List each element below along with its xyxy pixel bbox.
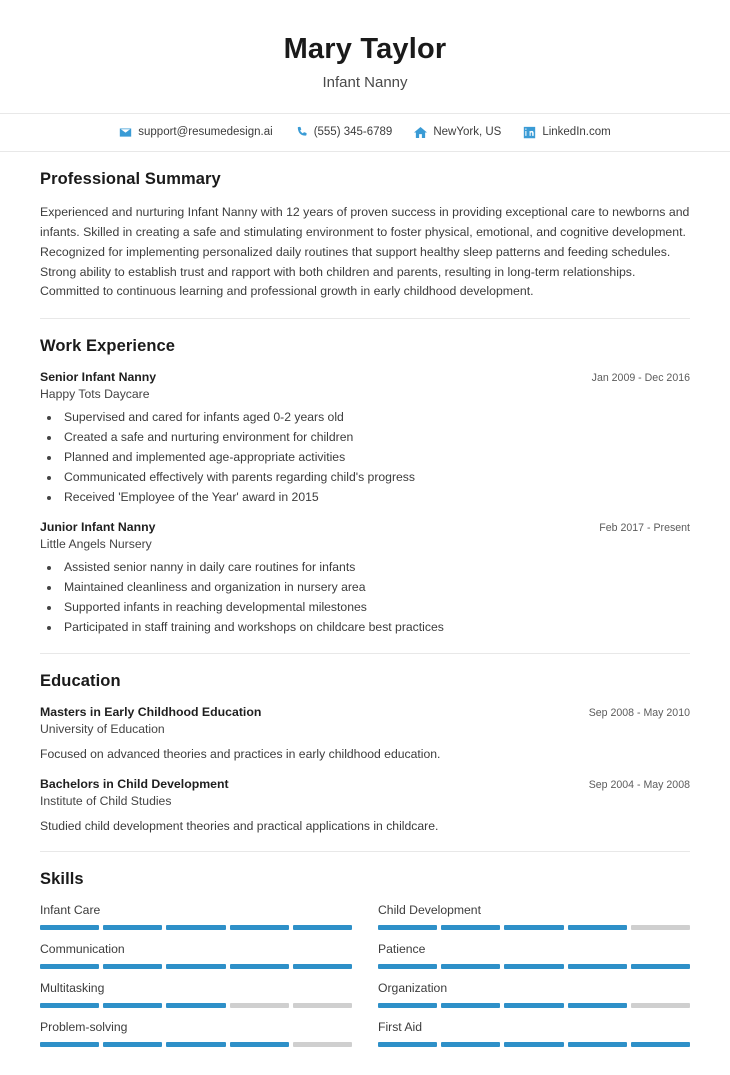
section-summary — [0, 152, 730, 319]
experience-bullet-list — [40, 408, 690, 507]
contact-linkedin-label: LinkedIn.com — [542, 126, 611, 139]
skill-item — [40, 942, 352, 981]
skill-name: Multitasking — [40, 981, 105, 996]
experience-bullet: • Supported infants in reaching developmental milestones — [61, 598, 690, 617]
skill-level-segment — [504, 1042, 563, 1047]
skill-level-segment — [568, 1003, 627, 1008]
contact-bar — [0, 114, 730, 151]
skill-level-segment — [378, 925, 437, 930]
contact-email-label: support@resumedesign.ai — [138, 126, 273, 139]
skill-level-segment — [103, 964, 162, 969]
skill-level-segment — [378, 964, 437, 969]
skills-heading: Skills — [40, 870, 84, 889]
skill-level-segment — [230, 1003, 289, 1008]
skill-level-segment — [293, 1042, 352, 1047]
skill-level-segment — [166, 1042, 225, 1047]
skill-level-segment — [40, 1003, 99, 1008]
skill-level-segment — [230, 1042, 289, 1047]
skill-item — [378, 942, 690, 981]
skill-level-segment — [378, 1042, 437, 1047]
skill-level-segment — [230, 925, 289, 930]
contact-phone[interactable] — [295, 126, 393, 139]
experience-date-range: Jan 2009 - Dec 2016 — [591, 372, 690, 385]
experience-bullet: • Participated in staff training and workshops on childcare best practices — [61, 618, 690, 637]
skill-level-bar — [40, 1042, 352, 1047]
skill-level-segment — [40, 964, 99, 969]
skill-level-segment — [631, 1042, 690, 1047]
education-school: Institute of Child Studies — [40, 793, 172, 808]
skill-level-segment — [441, 964, 500, 969]
linkedin-icon — [523, 126, 536, 139]
contact-linkedin[interactable] — [523, 126, 610, 139]
experience-employer: Little Angels Nursery — [40, 536, 152, 551]
skill-name: Organization — [378, 981, 448, 996]
skill-level-segment — [230, 964, 289, 969]
experience-heading: Work Experience — [40, 337, 176, 356]
skill-level-segment — [568, 1042, 627, 1047]
skill-level-bar — [378, 925, 690, 930]
skill-item — [40, 1020, 352, 1059]
education-degree: Masters in Early Childhood Education — [40, 705, 262, 720]
skill-level-segment — [166, 964, 225, 969]
contact-location-label: NewYork, US — [433, 126, 502, 139]
section-experience — [0, 319, 730, 653]
skill-name: Communication — [40, 942, 125, 957]
skill-name: Problem-solving — [40, 1020, 128, 1035]
skill-level-segment — [631, 925, 690, 930]
experience-job-title: Junior Infant Nanny — [40, 519, 156, 534]
envelope-icon — [119, 126, 132, 139]
education-heading: Education — [40, 672, 121, 691]
experience-bullet: • Created a safe and nurturing environment for children — [61, 428, 690, 447]
phone-icon — [295, 126, 308, 139]
skill-level-bar — [378, 1003, 690, 1008]
skill-level-segment — [293, 925, 352, 930]
skill-item — [378, 1020, 690, 1059]
education-date-range: Sep 2008 - May 2010 — [588, 707, 690, 720]
skill-level-bar — [378, 964, 690, 969]
experience-entry — [40, 370, 690, 507]
experience-bullet: • Planned and implemented age-appropriate activities — [61, 448, 690, 467]
experience-bullet-list — [40, 558, 690, 637]
education-entry-header — [40, 705, 690, 719]
education-date-range: Sep 2004 - May 2008 — [588, 778, 690, 791]
job-title: Infant Nanny — [322, 73, 408, 91]
skill-level-bar — [40, 1003, 352, 1008]
skill-level-segment — [631, 1003, 690, 1008]
skill-name: Patience — [378, 942, 426, 957]
skill-level-segment — [40, 925, 99, 930]
experience-entry-header — [40, 370, 690, 384]
experience-bullet: • Communicated effectively with parents regarding child's progress — [61, 468, 690, 487]
skill-level-segment — [441, 925, 500, 930]
experience-bullet: • Supervised and cared for infants aged 0-2 years old — [61, 408, 690, 427]
skill-level-bar — [378, 1042, 690, 1047]
skill-item — [40, 981, 352, 1020]
skill-level-bar — [40, 964, 352, 969]
skill-level-segment — [504, 925, 563, 930]
experience-date-range: Feb 2017 - Present — [599, 521, 690, 534]
skill-item — [40, 903, 352, 942]
experience-entry — [40, 520, 690, 637]
experience-employer: Happy Tots Daycare — [40, 387, 150, 402]
skill-name: Infant Care — [40, 903, 101, 918]
skill-level-segment — [568, 925, 627, 930]
skill-level-segment — [631, 964, 690, 969]
skill-level-segment — [293, 964, 352, 969]
education-degree: Bachelors in Child Development — [40, 776, 229, 791]
education-entry-header — [40, 777, 690, 791]
skill-level-segment — [166, 1003, 225, 1008]
summary-heading: Professional Summary — [40, 169, 221, 188]
section-skills — [0, 852, 730, 1075]
page-title: Mary Taylor — [283, 33, 447, 65]
experience-bullet: • Received 'Employee of the Year' award in 2015 — [61, 488, 690, 507]
resume-header — [0, 0, 730, 113]
skill-item — [378, 981, 690, 1020]
skill-level-segment — [441, 1003, 500, 1008]
experience-job-title: Senior Infant Nanny — [40, 370, 157, 385]
education-description: Focused on advanced theories and practices in early childhood education. — [40, 747, 441, 762]
skill-level-segment — [378, 1003, 437, 1008]
skill-level-bar — [40, 925, 352, 930]
summary-text: Experienced and nurturing Infant Nanny with 12 years of proven success in providing exceptional care to newborns and infants. Skilled in creating a safe and stimulating environment to foster physical, emotional, and cognitive development. Recognized for implementing personalized daily routines that support healthy sleep patterns and feeding schedules. Strong ability to establish trust and rapport with both children and parents, resulting in long-term relationships. Committed to continuous learning and professional growth in early childhood development. — [40, 204, 690, 299]
skill-level-segment — [441, 1042, 500, 1047]
section-education — [0, 654, 730, 851]
skill-name: First Aid — [378, 1020, 423, 1035]
education-entry — [40, 777, 690, 835]
skills-grid — [40, 903, 690, 1059]
skill-level-segment — [504, 964, 563, 969]
experience-bullet: • Assisted senior nanny in daily care routines for infants — [61, 558, 690, 577]
experience-list — [40, 370, 690, 636]
skill-level-segment — [504, 1003, 563, 1008]
education-description: Studied child development theories and practical applications in childcare. — [40, 818, 439, 833]
skill-item — [378, 903, 690, 942]
experience-entry-header — [40, 520, 690, 534]
skill-level-segment — [166, 925, 225, 930]
contact-location[interactable] — [414, 126, 501, 139]
home-icon — [414, 126, 427, 139]
experience-bullet: • Maintained cleanliness and organization in nursery area — [61, 578, 690, 597]
skill-level-segment — [568, 964, 627, 969]
contact-email[interactable] — [119, 126, 272, 139]
contact-phone-label: (555) 345-6789 — [313, 126, 393, 139]
education-entry — [40, 705, 690, 763]
skill-level-segment — [40, 1042, 99, 1047]
skill-level-segment — [103, 1042, 162, 1047]
education-school: University of Education — [40, 722, 165, 737]
skill-level-segment — [103, 925, 162, 930]
skill-name: Child Development — [378, 903, 481, 918]
skill-level-segment — [103, 1003, 162, 1008]
skill-level-segment — [293, 1003, 352, 1008]
education-list — [40, 705, 690, 835]
